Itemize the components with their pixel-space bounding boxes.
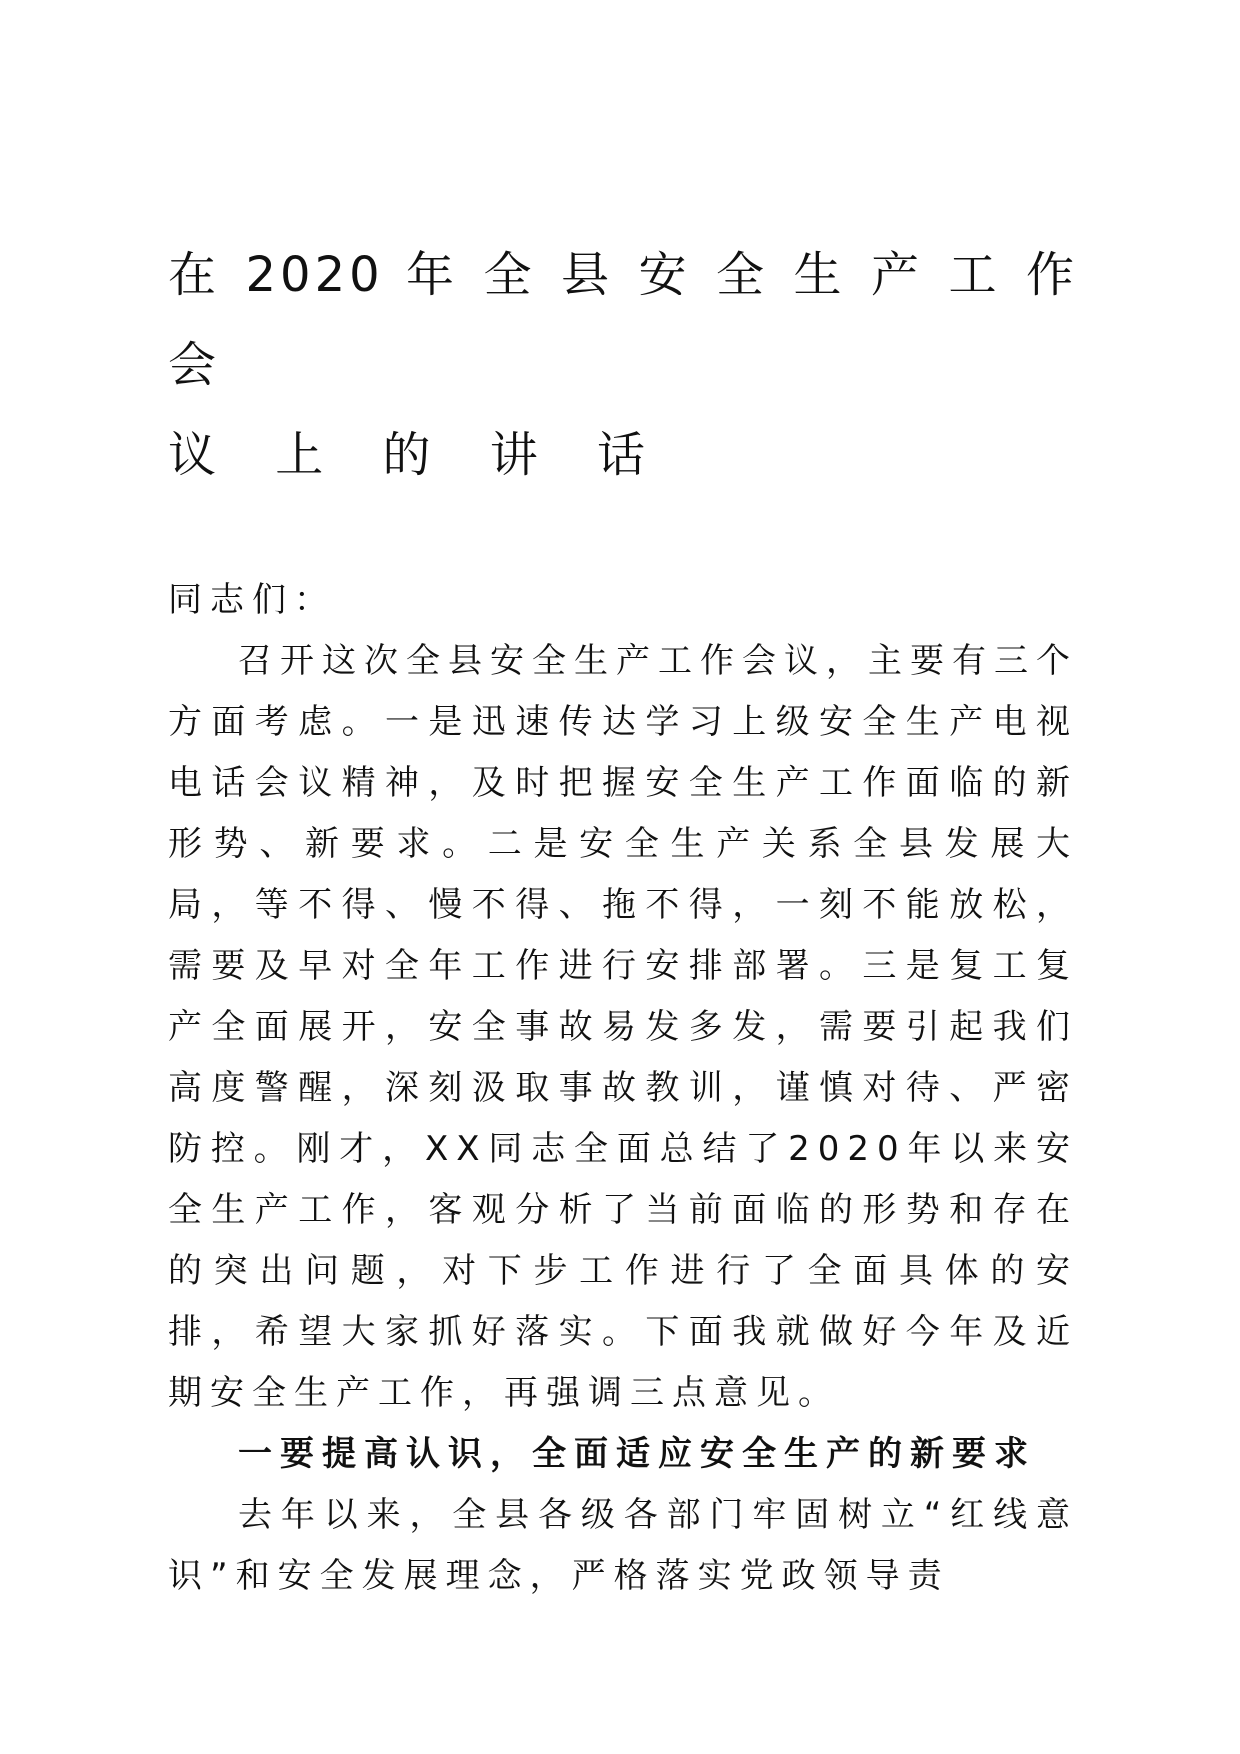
greeting: 同志们： — [168, 580, 336, 620]
document-page — [168, 230, 1078, 1600]
section-heading-1: 一要提高认识，全面适应安全生产的新要求 — [238, 1434, 1036, 1474]
document-body — [168, 570, 1078, 1600]
title-line-2: 议 上 的 讲 话 — [168, 427, 668, 483]
title-line-1: 在 2020 年 全 县 安 全 生 产 工 作 会 — [168, 247, 1078, 393]
intro-paragraph: 召开这次全县安全生产工作会议，主要有三个方面考虑。一是迅速传达学习上级安全生产电视电话会议精神，及时把握安全生产工作面临的新形势、新要求。二是安全生产关系全县发展大局，等不得、慢不得、拖不得，一刻不能放松，需要及早对全年工作进行安排部署。三是复工复产全面展开，安全事故易发多发，需要引起我们高度警醒，深刻汲取事故教训，谨慎对待、严密防控。刚才，XX同志全面总结了2020年以来安全生产工作，客观分析了当前面临的形势和存在的突出问题，对下步工作进行了全面具体的安排，希望大家抓好落实。下面我就做好今年及近期安全生产工作，再强调三点意见。 — [168, 641, 1078, 1413]
document-title — [168, 230, 1078, 500]
section-paragraph-1: 去年以来，全县各级各部门牢固树立“红线意识”和安全发展理念，严格落实党政领导责 — [168, 1495, 1078, 1596]
